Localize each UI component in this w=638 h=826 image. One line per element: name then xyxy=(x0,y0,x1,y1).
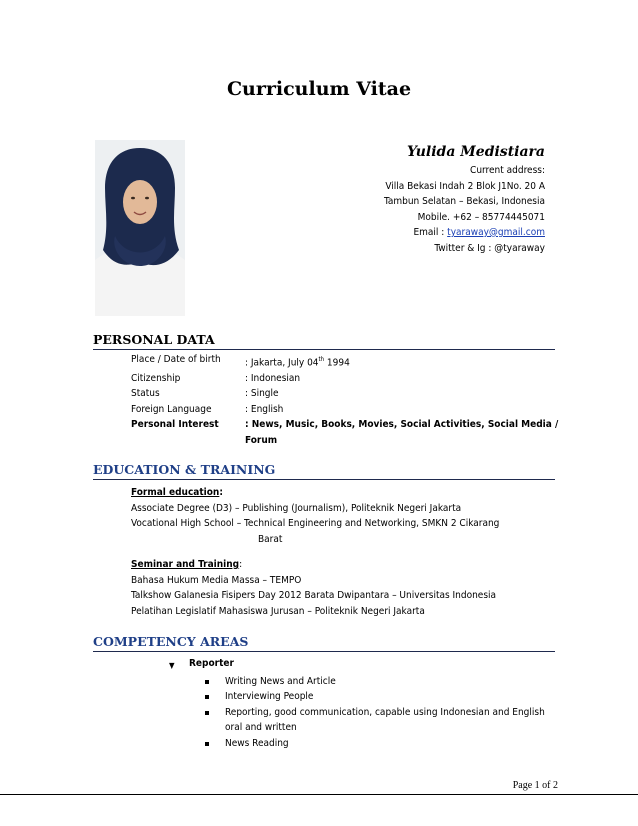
personal-value: : Indonesian xyxy=(245,372,301,384)
address-label: Current address: xyxy=(470,165,545,176)
personal-label: Place / Date of birth xyxy=(131,354,221,365)
competency-list xyxy=(160,656,560,751)
competency-heading: COMPETENCY AREAS xyxy=(93,634,555,652)
personal-row-status xyxy=(131,386,561,402)
formal-education-label: Formal education xyxy=(131,487,220,498)
page-divider xyxy=(0,794,638,795)
document-title: Curriculum Vitae xyxy=(226,78,412,100)
contact-block xyxy=(285,142,545,256)
email-row xyxy=(285,225,545,241)
personal-value: : News, Music, Books, Movies, Social Activities, Social Media / Forum xyxy=(245,419,559,446)
mobile-number: Mobile. +62 – 85774445071 xyxy=(417,211,545,223)
competency-group xyxy=(160,656,560,674)
personal-label: Foreign Language xyxy=(131,403,212,415)
personal-row-citizenship xyxy=(131,371,561,387)
personal-data-heading: PERSONAL DATA xyxy=(93,332,555,350)
square-bullet-icon xyxy=(205,736,225,752)
list-item: Writing News and Article xyxy=(160,674,560,690)
list-item: Interviewing People xyxy=(160,689,560,705)
education-block: Formal education: Associate Degree (D3) – Publishing (Journalism), Politeknik Negeri Jakarta Vocational High School – Technical Engineering and Networking, SMKN 2 Cikarang Barat Seminar and Training: Bahasa Hukum Media Massa – TEMPO Talkshow Galanesia Fisipers Day 2012 Barata Dwipantara – Universitas Indonesia Pelatihan Legislatif Mahasiswa Jurusan – Politeknik Negeri Jakarta xyxy=(131,485,556,619)
seminar-training-label: Seminar and Training xyxy=(131,559,240,570)
email-label: Email : xyxy=(413,227,445,238)
square-bullet-icon xyxy=(205,689,225,705)
square-bullet-icon xyxy=(205,705,225,736)
personal-data-table xyxy=(131,352,561,448)
page-number: Page 1 of 2 xyxy=(512,780,558,791)
personal-label: Status xyxy=(131,388,160,400)
personal-row-language xyxy=(131,402,561,418)
list-item: Reporting, good communication, capable using Indonesian and English oral and written xyxy=(160,705,560,736)
triangle-bullet-icon: ▼ xyxy=(169,661,175,670)
personal-label: Personal Interest xyxy=(131,419,219,431)
personal-row-birth xyxy=(131,352,561,371)
personal-value: : Single xyxy=(245,388,279,400)
list-item: News Reading xyxy=(160,736,560,752)
email-link[interactable]: tyaraway@gmail.com xyxy=(447,227,545,238)
personal-value: : English xyxy=(245,403,284,415)
seminar-item: Bahasa Hukum Media Massa – TEMPO xyxy=(131,574,302,586)
square-bullet-icon xyxy=(205,674,225,690)
address-line-1: Villa Bekasi Indah 2 Blok J1No. 20 A xyxy=(385,180,545,192)
profile-photo xyxy=(95,140,185,316)
seminar-item: Pelatihan Legislatif Mahasiswa Jurusan – Politeknik Negeri Jakarta xyxy=(131,605,425,617)
competency-group-label: Reporter xyxy=(189,658,234,669)
personal-label: Citizenship xyxy=(131,372,181,384)
education-heading: EDUCATION & TRAINING xyxy=(93,462,555,480)
education-item: Vocational High School – Technical Engineering and Networking, SMKN 2 Cikarang xyxy=(131,518,500,529)
applicant-name: Yulida Medistiara xyxy=(406,144,545,160)
address-line-2: Tambun Selatan – Bekasi, Indonesia xyxy=(384,196,545,207)
education-item-cont: Barat xyxy=(258,533,283,545)
personal-row-interest xyxy=(131,417,561,448)
education-item: Associate Degree (D3) – Publishing (Journalism), Politeknik Negeri Jakarta xyxy=(131,502,462,514)
seminar-item: Talkshow Galanesia Fisipers Day 2012 Barata Dwipantara – Universitas Indonesia xyxy=(131,590,497,601)
personal-value: : Jakarta, July 04th 1994 xyxy=(245,356,350,369)
social-handles: Twitter & Ig : @tyaraway xyxy=(434,242,545,254)
